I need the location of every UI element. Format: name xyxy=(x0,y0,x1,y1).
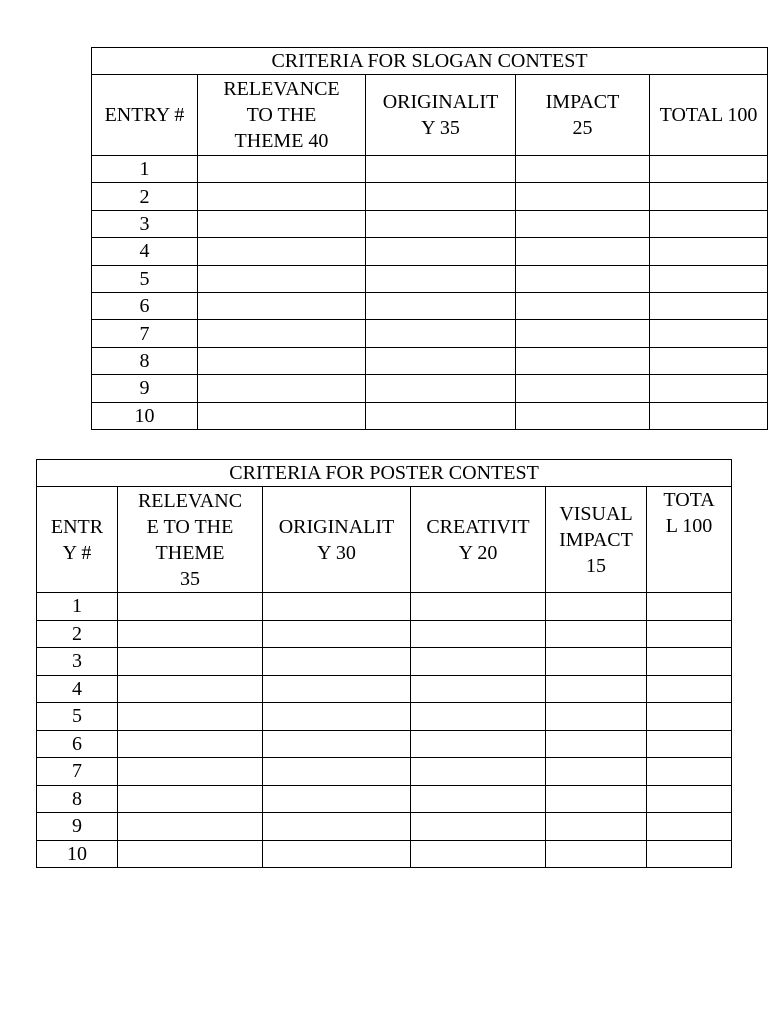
score-cell[interactable] xyxy=(198,375,366,402)
score-cell[interactable] xyxy=(516,292,650,319)
entry-number: 5 xyxy=(37,703,118,731)
table-row xyxy=(37,730,732,758)
score-cell[interactable] xyxy=(546,648,647,676)
poster-column-header xyxy=(411,487,546,593)
score-cell[interactable] xyxy=(546,813,647,841)
slogan-column-header xyxy=(650,75,768,156)
score-cell[interactable] xyxy=(546,620,647,648)
score-cell[interactable] xyxy=(263,813,411,841)
score-cell[interactable] xyxy=(516,375,650,402)
entry-number: 8 xyxy=(37,785,118,813)
score-cell[interactable] xyxy=(263,730,411,758)
score-cell[interactable] xyxy=(650,347,768,374)
table-row xyxy=(37,813,732,841)
score-cell[interactable] xyxy=(263,593,411,621)
table-row xyxy=(37,675,732,703)
table-row xyxy=(92,238,768,265)
header-line: IMPACT xyxy=(559,528,633,551)
score-cell[interactable] xyxy=(198,210,366,237)
score-cell[interactable] xyxy=(198,320,366,347)
score-cell[interactable] xyxy=(647,703,732,731)
poster-criteria-table xyxy=(36,459,732,868)
entry-number: 6 xyxy=(37,730,118,758)
score-cell[interactable] xyxy=(411,813,546,841)
header-line: RELEVANCE xyxy=(223,78,340,100)
score-cell[interactable] xyxy=(198,265,366,292)
table-row xyxy=(37,620,732,648)
score-cell[interactable] xyxy=(650,183,768,210)
score-cell[interactable] xyxy=(411,785,546,813)
slogan-column-header xyxy=(516,75,650,156)
entry-number: 3 xyxy=(92,210,198,237)
header-line: CREATIVIT xyxy=(426,515,530,538)
score-cell[interactable] xyxy=(546,593,647,621)
poster-table-title: CRITERIA FOR POSTER CONTEST xyxy=(37,460,732,487)
table-row xyxy=(37,648,732,676)
score-cell[interactable] xyxy=(650,210,768,237)
table-row xyxy=(37,785,732,813)
score-cell[interactable] xyxy=(118,648,263,676)
score-cell[interactable] xyxy=(411,703,546,731)
score-cell[interactable] xyxy=(650,292,768,319)
header-line: E TO THE xyxy=(146,515,234,538)
header-line: ORIGINALIT xyxy=(278,515,395,538)
poster-column-header xyxy=(546,487,647,593)
score-cell[interactable] xyxy=(366,183,516,210)
score-cell[interactable] xyxy=(366,402,516,429)
poster-column-header xyxy=(647,487,732,593)
score-cell[interactable] xyxy=(647,675,732,703)
entry-number: 4 xyxy=(92,238,198,265)
table-row xyxy=(37,593,732,621)
score-cell[interactable] xyxy=(411,675,546,703)
table-row xyxy=(92,265,768,292)
header-line: IMPACT xyxy=(545,91,620,113)
score-cell[interactable] xyxy=(546,703,647,731)
score-cell[interactable] xyxy=(198,292,366,319)
slogan-column-header xyxy=(366,75,516,156)
entry-number: 2 xyxy=(92,183,198,210)
entry-number: 9 xyxy=(92,375,198,402)
score-cell[interactable] xyxy=(366,210,516,237)
header-line: Y 35 xyxy=(421,117,460,139)
score-cell[interactable] xyxy=(366,156,516,183)
score-cell[interactable] xyxy=(546,785,647,813)
score-cell[interactable] xyxy=(366,238,516,265)
score-cell[interactable] xyxy=(366,265,516,292)
score-cell[interactable] xyxy=(516,238,650,265)
score-cell[interactable] xyxy=(546,840,647,868)
score-cell[interactable] xyxy=(546,675,647,703)
score-cell[interactable] xyxy=(198,347,366,374)
table-row xyxy=(37,840,732,868)
table-row xyxy=(92,183,768,210)
score-cell[interactable] xyxy=(647,813,732,841)
header-line: VISUAL xyxy=(559,502,633,525)
header-line: TO THE xyxy=(246,104,317,126)
poster-column-header xyxy=(118,487,263,593)
score-cell[interactable] xyxy=(118,813,263,841)
score-cell[interactable] xyxy=(366,347,516,374)
header-line: TOTA xyxy=(663,489,715,511)
score-cell[interactable] xyxy=(647,730,732,758)
header-line: ENTRY # xyxy=(104,104,185,126)
header-line: 25 xyxy=(572,117,593,139)
score-cell[interactable] xyxy=(118,675,263,703)
score-cell[interactable] xyxy=(650,320,768,347)
poster-column-header xyxy=(37,487,118,593)
poster-column-header xyxy=(263,487,411,593)
header-line: TOTAL 100 xyxy=(659,104,758,126)
entry-number: 7 xyxy=(92,320,198,347)
entry-number: 1 xyxy=(37,593,118,621)
score-cell[interactable] xyxy=(366,292,516,319)
score-cell[interactable] xyxy=(263,648,411,676)
entry-number: 8 xyxy=(92,347,198,374)
score-cell[interactable] xyxy=(650,156,768,183)
score-cell[interactable] xyxy=(411,620,546,648)
header-line: L 100 xyxy=(665,515,713,537)
header-line: Y # xyxy=(62,541,92,564)
entry-number: 10 xyxy=(92,402,198,429)
entry-number: 2 xyxy=(37,620,118,648)
table-row xyxy=(92,210,768,237)
entry-number: 9 xyxy=(37,813,118,841)
score-cell[interactable] xyxy=(650,238,768,265)
score-cell[interactable] xyxy=(263,675,411,703)
header-line: 15 xyxy=(586,554,606,577)
header-line: RELEVANC xyxy=(137,489,243,512)
score-cell[interactable] xyxy=(263,840,411,868)
score-cell[interactable] xyxy=(516,347,650,374)
score-cell[interactable] xyxy=(263,785,411,813)
header-line: 35 xyxy=(180,567,200,590)
entry-number: 3 xyxy=(37,648,118,676)
score-cell[interactable] xyxy=(263,703,411,731)
score-cell[interactable] xyxy=(198,183,366,210)
score-cell[interactable] xyxy=(118,785,263,813)
score-cell[interactable] xyxy=(411,593,546,621)
entry-number: 7 xyxy=(37,758,118,786)
table-row xyxy=(92,320,768,347)
score-cell[interactable] xyxy=(198,402,366,429)
score-cell[interactable] xyxy=(411,758,546,786)
score-cell[interactable] xyxy=(263,620,411,648)
slogan-column-header xyxy=(92,75,198,156)
table-row xyxy=(92,347,768,374)
header-line: ORIGINALIT xyxy=(382,91,499,113)
slogan-table-title: CRITERIA FOR SLOGAN CONTEST xyxy=(92,48,768,75)
score-cell[interactable] xyxy=(118,840,263,868)
table-row xyxy=(92,402,768,429)
entry-number: 4 xyxy=(37,675,118,703)
entry-number: 10 xyxy=(37,840,118,868)
score-cell[interactable] xyxy=(516,210,650,237)
score-cell[interactable] xyxy=(516,402,650,429)
header-line: THEME 40 xyxy=(234,130,329,152)
slogan-criteria-table xyxy=(91,47,768,430)
score-cell[interactable] xyxy=(366,320,516,347)
score-cell[interactable] xyxy=(516,183,650,210)
score-cell[interactable] xyxy=(650,265,768,292)
score-cell[interactable] xyxy=(411,840,546,868)
score-cell[interactable] xyxy=(647,620,732,648)
score-cell[interactable] xyxy=(118,758,263,786)
score-cell[interactable] xyxy=(546,758,647,786)
score-cell[interactable] xyxy=(516,320,650,347)
entry-number: 5 xyxy=(92,265,198,292)
score-cell[interactable] xyxy=(647,840,732,868)
table-row xyxy=(92,375,768,402)
score-cell[interactable] xyxy=(516,156,650,183)
score-cell[interactable] xyxy=(118,593,263,621)
score-cell[interactable] xyxy=(366,375,516,402)
score-cell[interactable] xyxy=(647,785,732,813)
score-cell[interactable] xyxy=(650,375,768,402)
table-row xyxy=(37,703,732,731)
score-cell[interactable] xyxy=(118,620,263,648)
score-cell[interactable] xyxy=(198,156,366,183)
table-row xyxy=(92,292,768,319)
score-cell[interactable] xyxy=(198,238,366,265)
table-row xyxy=(92,156,768,183)
header-line: ENTR xyxy=(50,515,104,538)
header-line: Y 30 xyxy=(317,541,356,564)
score-cell[interactable] xyxy=(516,265,650,292)
score-cell[interactable] xyxy=(411,648,546,676)
score-cell[interactable] xyxy=(263,758,411,786)
score-cell[interactable] xyxy=(118,703,263,731)
score-cell[interactable] xyxy=(650,402,768,429)
entry-number: 6 xyxy=(92,292,198,319)
slogan-column-header xyxy=(198,75,366,156)
score-cell[interactable] xyxy=(546,730,647,758)
score-cell[interactable] xyxy=(411,730,546,758)
table-row xyxy=(37,758,732,786)
score-cell[interactable] xyxy=(118,730,263,758)
score-cell[interactable] xyxy=(647,758,732,786)
score-cell[interactable] xyxy=(647,648,732,676)
score-cell[interactable] xyxy=(647,593,732,621)
entry-number: 1 xyxy=(92,156,198,183)
header-line: THEME xyxy=(155,541,225,564)
header-line: Y 20 xyxy=(458,541,498,564)
